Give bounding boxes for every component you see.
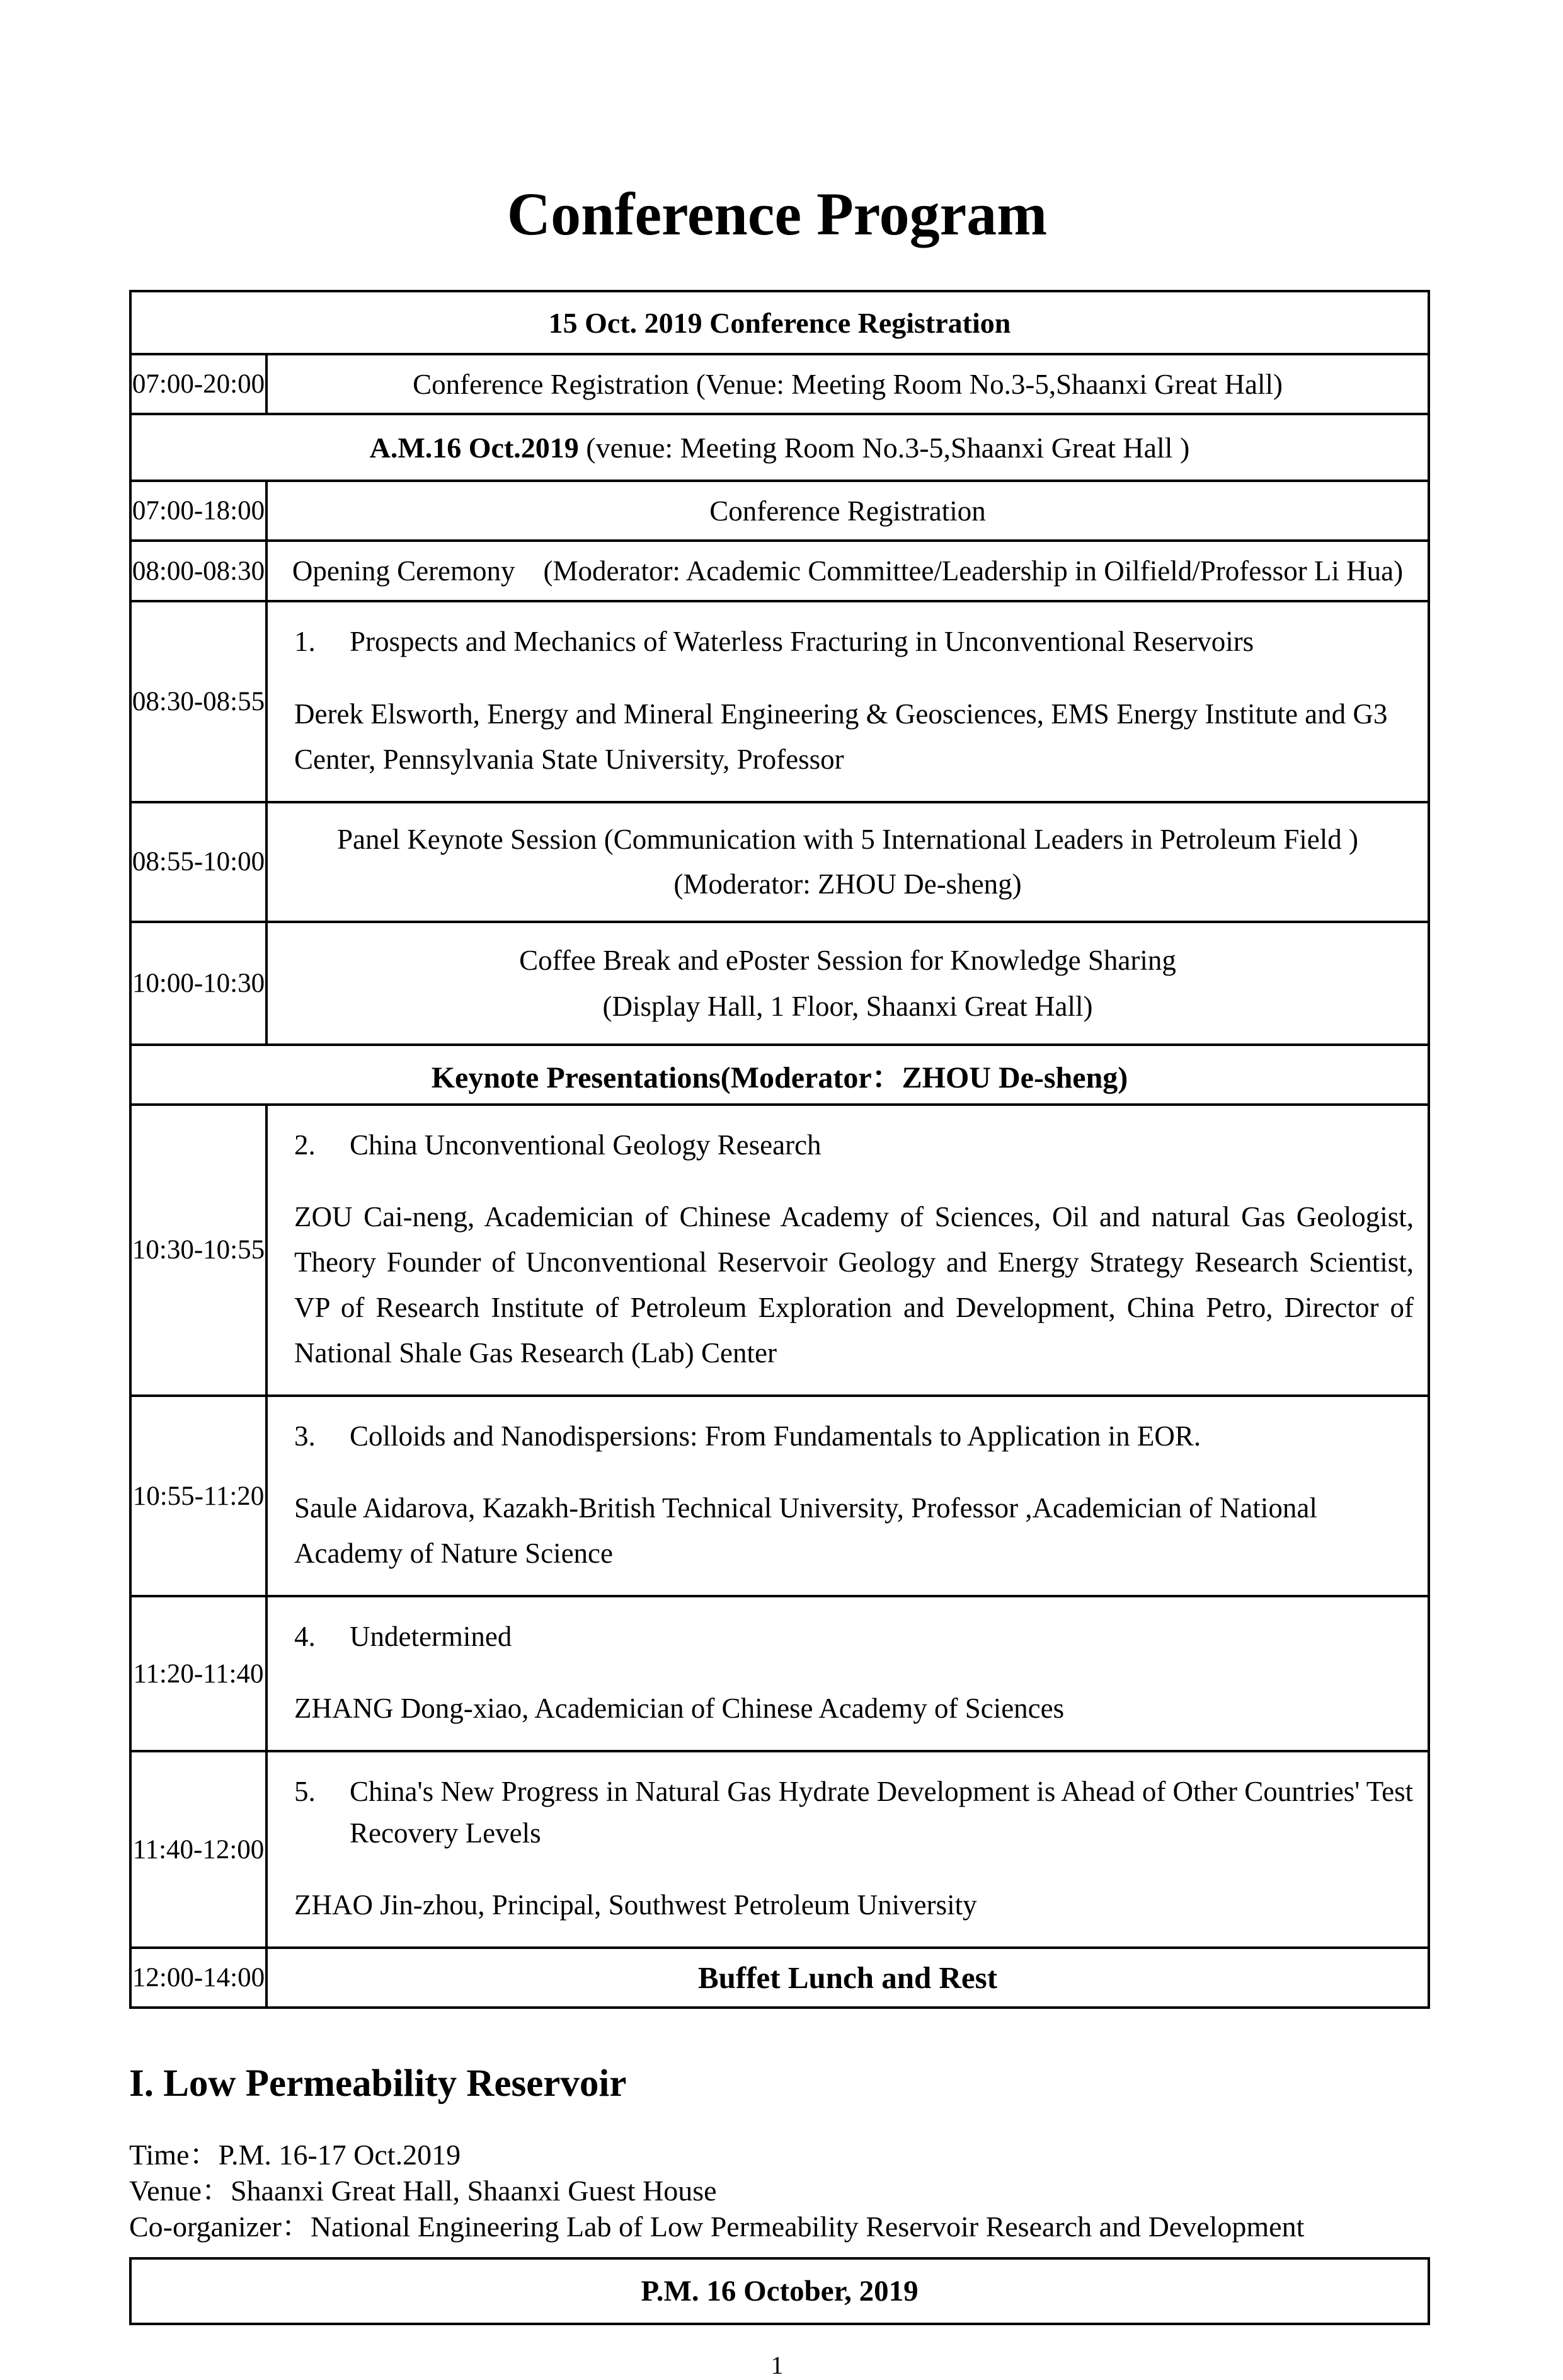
- session-text: Conference Registration (Venue: Meeting Room No.3-5,Shaanxi Great Hall): [413, 368, 1283, 400]
- talk-number: 3.: [294, 1420, 316, 1452]
- table-row-talk: [132, 1595, 1428, 1750]
- time-cell: [132, 1949, 268, 2006]
- section-header-text: [370, 431, 1190, 464]
- talk-title-line: [294, 621, 1414, 662]
- meta-venue-line: Venue：Shaanxi Great Hall, Shaanxi Guest House: [129, 2174, 717, 2207]
- time-cell: [132, 1752, 268, 1946]
- talk-title-line: [294, 1125, 1414, 1166]
- time-text: 08:55-10:00: [132, 847, 265, 877]
- talk-title: China's New Progress in Natural Gas Hydrate Development is Ahead of Other Countries' Test Recovery Levels: [350, 1776, 1414, 1849]
- table-row-am-header: [132, 413, 1428, 480]
- talk-title: Prospects and Mechanics of Waterless Fracturing in Unconventional Reservoirs: [350, 626, 1254, 658]
- section-header-cell: [132, 415, 1428, 480]
- time-text: 08:30-08:55: [132, 687, 265, 717]
- session-line-2: (Display Hall, 1 Floor, Shaanxi Great Hall): [602, 990, 1093, 1022]
- talk-number: 2.: [294, 1129, 316, 1161]
- header-bold-part: A.M.16 Oct.2019: [369, 431, 579, 464]
- table-row-lunch: [132, 1946, 1428, 2006]
- section-header-text: 15 Oct. 2019 Conference Registration: [548, 306, 1011, 339]
- talk-title-line: [294, 1416, 1414, 1457]
- session-cell: [268, 542, 1428, 600]
- session-line-2: (Moderator: ZHOU De-sheng): [673, 868, 1022, 900]
- header-regular-part: (venue: Meeting Room No.3-5,Shaanxi Great Hall ): [578, 431, 1190, 464]
- session-cell: [268, 1949, 1428, 2006]
- schedule-table: [129, 290, 1430, 2009]
- time-cell: [132, 1597, 268, 1750]
- time-cell: [132, 602, 268, 800]
- talk-speaker: Saule Aidarova, Kazakh-British Technical University, Professor ,Academician of National Academy of Nature Science: [294, 1492, 1317, 1570]
- page-number: 1: [770, 2350, 784, 2379]
- time-text: 10:55-11:20: [132, 1481, 265, 1511]
- table-row-talk: [132, 1750, 1428, 1946]
- time-cell: [132, 542, 268, 600]
- pm-session-table-header: [129, 2257, 1430, 2325]
- meta-time-line: Time：P.M. 16-17 Oct.2019: [129, 2138, 461, 2171]
- session-line-1: Panel Keynote Session (Communication with 5 International Leaders in Petroleum Field ): [337, 823, 1358, 855]
- talk-cell: [268, 602, 1428, 800]
- talk-title: Undetermined: [350, 1621, 512, 1653]
- session-line-1: Coffee Break and ePoster Session for Knowledge Sharing: [519, 944, 1176, 976]
- talk-title: Colloids and Nanodispersions: From Fundamentals to Application in EOR.: [350, 1420, 1201, 1452]
- session-text: Buffet Lunch and Rest: [697, 1960, 998, 1995]
- section-header-cell: [132, 292, 1428, 353]
- table-row: [132, 921, 1428, 1043]
- talk-title: China Unconventional Geology Research: [350, 1129, 822, 1161]
- time-text: 07:00-18:00: [132, 496, 265, 526]
- section-header-text: Keynote Presentations(Moderator：ZHOU De-sheng): [431, 1061, 1128, 1095]
- time-cell: [132, 355, 268, 413]
- time-cell: [132, 1397, 268, 1595]
- table-row-talk: [132, 1103, 1428, 1394]
- table-row-registration-day-header: [132, 292, 1428, 353]
- section-header-cell: [132, 1046, 1428, 1103]
- meta-coorganizer-line: Co-organizer：National Engineering Lab of Low Permeability Reservoir Research and Development: [129, 2210, 1305, 2243]
- time-text: 11:40-12:00: [132, 1834, 265, 1865]
- talk-speaker: ZHAO Jin-zhou, Principal, Southwest Petroleum University: [294, 1888, 977, 1921]
- time-cell: [132, 1106, 268, 1394]
- time-text: 10:00-10:30: [132, 968, 265, 998]
- section-heading: I. Low Permeability Reservoir: [129, 2062, 627, 2105]
- session-cell: [268, 803, 1428, 921]
- table-row: [132, 801, 1428, 921]
- session-cell: [268, 482, 1428, 539]
- page-title: Conference Program: [507, 180, 1048, 248]
- session-cell: [268, 923, 1428, 1043]
- session-cell: [268, 355, 1428, 413]
- table-row-keynote-header: [132, 1043, 1428, 1103]
- talk-cell: [268, 1106, 1428, 1394]
- talk-number: 5.: [294, 1776, 316, 1808]
- time-text: 08:00-08:30: [132, 556, 265, 586]
- table-row: [132, 539, 1428, 600]
- talk-cell: [268, 1752, 1428, 1946]
- time-text: 07:00-20:00: [132, 369, 265, 400]
- talk-number: 1.: [294, 626, 316, 658]
- talk-cell: [268, 1397, 1428, 1595]
- talk-speaker: Derek Elsworth, Energy and Mineral Engineering & Geosciences, EMS Energy Institute and G3 Center, Pennsylvania State University, Professor: [294, 698, 1388, 775]
- table-row-talk: [132, 1394, 1428, 1595]
- table-row: [132, 480, 1428, 539]
- talk-speaker: ZOU Cai-neng, Academician of Chinese Academy of Sciences, Oil and natural Gas Geologist, Theory Founder of Unconventional Reservoir Geology and Energy Strategy Research Scientist, VP of Research Institute of Petroleum Exploration and Development, China Petro, Director of National Shale Gas Research (Lab) Center: [294, 1200, 1414, 1369]
- time-text: 12:00-14:00: [132, 1962, 265, 1992]
- pm-session-header-text: P.M. 16 October, 2019: [641, 2274, 919, 2308]
- talk-title-line: [294, 1771, 1414, 1854]
- time-cell: [132, 803, 268, 921]
- section-meta: [129, 2137, 1425, 2245]
- session-text: Opening Ceremony (Moderator: Academic Committee/Leadership in Oilfield/Professor Li Hua): [292, 555, 1404, 587]
- time-text: 10:30-10:55: [132, 1235, 265, 1265]
- talk-speaker: ZHANG Dong-xiao, Academician of Chinese Academy of Sciences: [294, 1693, 1065, 1725]
- session-text: Conference Registration: [709, 495, 986, 527]
- talk-title-line: [294, 1616, 1414, 1657]
- time-text: 11:20-11:40: [133, 1659, 264, 1689]
- table-row-talk: [132, 600, 1428, 800]
- time-cell: [132, 923, 268, 1043]
- table-row: [132, 353, 1428, 413]
- time-cell: [132, 482, 268, 539]
- talk-cell: [268, 1597, 1428, 1750]
- talk-number: 4.: [294, 1621, 316, 1653]
